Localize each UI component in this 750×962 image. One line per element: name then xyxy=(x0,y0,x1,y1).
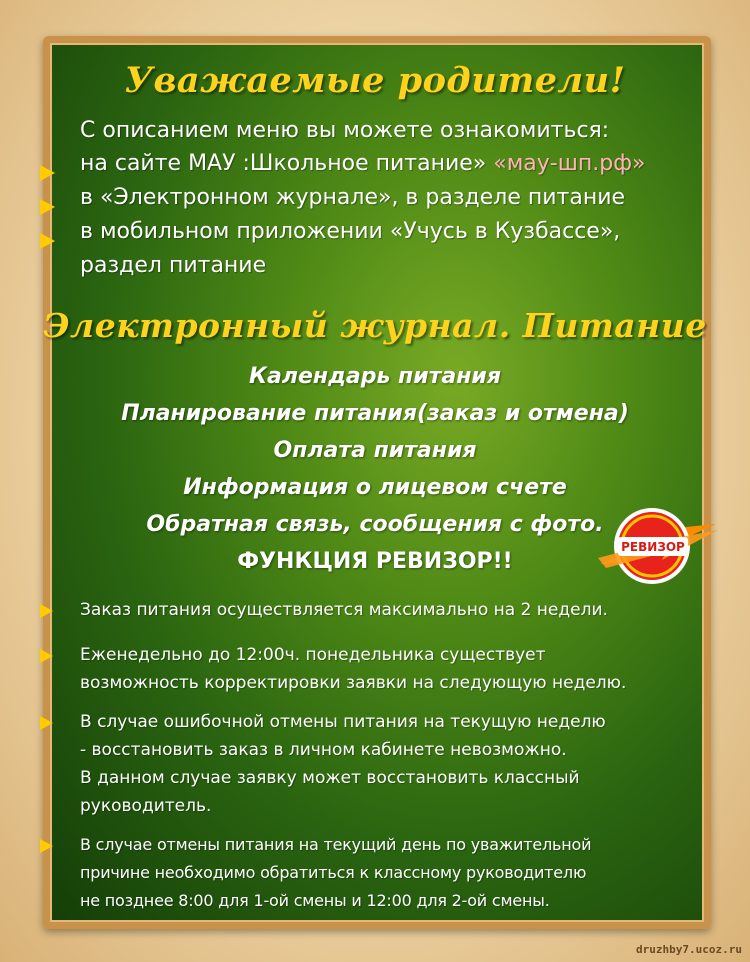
arrow-bullet-icon xyxy=(40,233,55,249)
arrow-bullet-icon xyxy=(40,165,55,181)
site-link[interactable]: «мау-шп.рф» xyxy=(493,151,646,176)
note-order: Заказ питания осуществляется максимально на 2 недели. xyxy=(80,600,608,620)
arrow-bullet-icon xyxy=(40,839,53,853)
note-today-line-3: не позднее 8:00 для 1-ой смены и 12:00 для 2-ой смены. xyxy=(80,891,550,910)
watermark: druzhby7.ucoz.ru xyxy=(636,943,742,956)
note-cancel-line-3: В данном случае заявку может восстановить классный xyxy=(80,768,580,788)
intro-item-app-cont: раздел питание xyxy=(80,253,267,278)
note-weekly-line-1: Еженедельно до 12:00ч. понедельника существует xyxy=(80,645,546,665)
badge-label: РЕВИЗОР xyxy=(621,540,685,554)
note-weekly-line-2: возможность корректировки заявки на следующую неделю. xyxy=(80,673,627,693)
arrow-bullet-icon xyxy=(40,716,53,730)
feature-payment: Оплата питания xyxy=(273,438,477,463)
note-cancel-line-4: руководитель. xyxy=(80,796,212,816)
revizor-badge-icon xyxy=(596,502,720,586)
note-today-line-2: причине необходимо обратиться к классному руководителю xyxy=(80,863,587,882)
arrow-bullet-icon xyxy=(40,199,55,215)
intro-item-site xyxy=(80,151,646,176)
intro-item-app: в мобильном приложении «Учусь в Кузбассе», xyxy=(80,219,621,244)
arrow-bullet-icon xyxy=(40,604,53,618)
arrow-bullet-icon xyxy=(40,649,53,663)
feature-revizor: ФУНКЦИЯ РЕВИЗОР!! xyxy=(237,549,513,574)
intro-lead: С описанием меню вы можете ознакомиться: xyxy=(80,118,610,143)
page-title: Уважаемые родители! xyxy=(124,60,626,101)
feature-account-info: Информация о лицевом счете xyxy=(183,475,567,500)
note-cancel-line-2: - восстановить заказ в личном кабинете невозможно. xyxy=(80,740,567,760)
intro-item-journal: в «Электронном журнале», в разделе питание xyxy=(80,185,626,210)
note-today-line-1: В случае отмены питания на текущий день по уважительной xyxy=(80,835,592,854)
note-cancel-line-1: В случае ошибочной отмены питания на текущую неделю xyxy=(80,712,606,732)
feature-feedback: Обратная связь, сообщения с фото. xyxy=(146,512,604,537)
feature-planning: Планирование питания(заказ и отмена) xyxy=(121,401,629,426)
feature-calendar: Календарь питания xyxy=(249,364,501,389)
intro-item-site-text: на сайте МАУ :Школьное питание» xyxy=(80,151,487,176)
section-title: Электронный журнал. Питание xyxy=(43,306,707,345)
